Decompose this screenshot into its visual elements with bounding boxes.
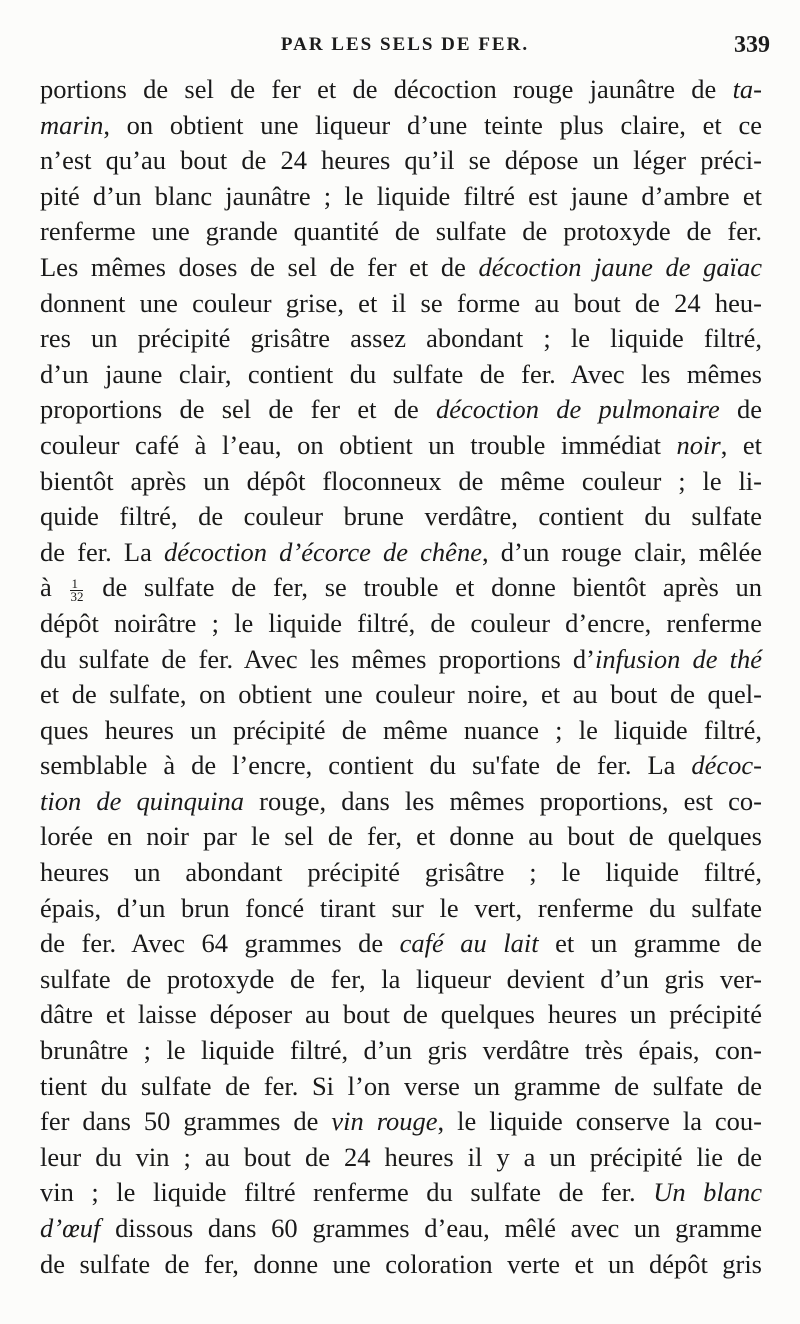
text-run: , d’un rouge clair, mêlée [481,536,763,567]
text-run: , on obtient une liqueur d’une teinte plus claire, et ce [103,109,762,140]
text-line [40,535,762,571]
text-run: de sulfate de fer, se trouble et donne bientôt après un [85,572,763,603]
text-run: n’est qu’au bout de 24 heures qu’il se dépose un léger préci- [40,145,762,176]
text-line [40,997,762,1033]
text-run: renferme une grande quantité de sulfate de protoxyde de fer. [40,216,762,247]
text-run: de sulfate de fer, donne une coloration verte et un dépôt gris [40,1248,762,1279]
text-line [40,784,762,820]
text-run: et un gramme de [538,928,762,959]
italic-text: ta- [732,74,762,104]
text-line [40,677,762,713]
text-run: bientôt après un dépôt floconneux de même couleur ; le li- [40,465,762,496]
text-run: du sulfate de fer. Avec les mêmes proportions d’ [40,643,595,674]
running-title: PAR LES SELS DE FER. [280,34,530,55]
text-line [40,962,762,998]
body-text [40,72,762,1282]
fraction-denominator: 32 [70,588,84,604]
italic-text: tion de quinquina [40,785,244,816]
text-line [40,357,762,393]
text-run: proportions de sel de fer et de [40,394,436,425]
italic-text: Un blanc [653,1177,763,1208]
text-line [40,570,762,606]
text-line [40,1104,762,1140]
text-run: de [719,394,763,425]
text-line [40,428,762,464]
running-head [40,34,770,70]
text-run: fer dans 50 grammes de [40,1106,332,1137]
text-run: épais, d’un brun foncé tirant sur le vert, renferme du sulfate [40,892,762,923]
text-line [40,748,762,784]
text-run: vin ; le liquide filtré renferme du sulfate de fer. [40,1177,654,1208]
text-run: quide filtré, de couleur brune verdâtre, contient du sulfate [40,501,762,532]
italic-text: noir [676,429,721,460]
italic-text: marin [40,109,104,140]
italic-text: décoction d’écorce de chêne [164,536,482,567]
text-run: , le liquide conserve la cou- [437,1106,763,1137]
text-run: à [40,572,69,603]
text-run: , et [720,429,763,460]
text-run: heures un abondant précipité grisâtre ; le liquide filtré, [40,857,762,888]
text-line [40,891,762,927]
text-line [40,214,762,250]
text-run: portions de sel de fer et de décoction rouge jaunâtre de [40,74,733,104]
italic-text: décoction jaune de gaïac [478,251,762,282]
italic-text: décoction de pulmonaire [435,394,720,425]
text-run: lorée en noir par le sel de fer, et donne au bout de quelques [40,821,762,852]
text-run: dépôt noirâtre ; le liquide filtré, de couleur d’encre, renferme [40,607,762,638]
text-run: tient du sulfate de fer. Si l’on verse un gramme de sulfate de [40,1070,762,1101]
text-line [40,1175,762,1211]
text-line [40,464,762,500]
text-run: et de sulfate, on obtient une couleur noire, et au bout de quel- [40,679,762,710]
text-run: sulfate de protoxyde de fer, la liqueur devient d’un gris ver- [40,963,762,994]
text-line [40,143,762,179]
fraction [70,575,84,604]
text-run: leur du vin ; au bout de 24 heures il y a un précipité lie de [40,1141,762,1172]
text-run: ques heures un précipité de même nuance ; le liquide filtré, [40,714,762,745]
text-line [40,1069,762,1105]
italic-text: décoc- [691,750,762,781]
text-line [40,855,762,891]
text-run: rouge, dans les mêmes proportions, est co- [243,785,763,816]
text-run: res un précipité grisâtre assez abondant ; le liquide filtré, [40,323,762,354]
text-line [40,926,762,962]
text-line [40,179,762,215]
text-line [40,1140,762,1176]
fraction-numerator: 1 [70,578,83,591]
italic-text: infusion de thé [594,643,763,674]
text-line [40,321,762,357]
text-line [40,250,762,286]
text-line [40,1033,762,1069]
text-run: brunâtre ; le liquide filtré, d’un gris verdâtre très épais, con- [40,1035,762,1066]
text-run: Les mêmes doses de sel de fer et de [40,251,479,282]
text-run: dissous dans 60 grammes d’eau, mêlé avec un gramme [100,1213,762,1243]
text-run: couleur café à l’eau, on obtient un trouble immédiat [40,429,677,460]
text-line [40,1247,762,1283]
text-line [40,642,762,678]
text-run: semblable à de l’encre, contient du su'fate de fer. La [40,750,692,781]
text-run: d’un jaune clair, contient du sulfate de fer. Avec les mêmes [40,358,762,389]
text-line [40,713,762,749]
italic-text: café au lait [399,928,539,959]
text-run: donnent une couleur grise, et il se forme au bout de 24 heu- [40,287,762,318]
text-line [40,606,762,642]
italic-text: d’œuf [40,1213,101,1243]
text-line [40,108,762,144]
page-number: 339 [734,32,770,58]
text-run: pité d’un blanc jaunâtre ; le liquide filtré est jaune d’ambre et [40,180,762,211]
text-run: de fer. La [40,536,164,567]
text-line [40,72,762,108]
text-run: de fer. Avec 64 grammes de [40,928,400,959]
text-line [40,392,762,428]
italic-text: vin rouge [331,1106,438,1137]
text-line [40,1211,762,1247]
text-line [40,819,762,855]
text-run: dâtre et laisse déposer au bout de quelques heures un précipité [40,999,762,1030]
text-line [40,499,762,535]
text-line [40,286,762,322]
